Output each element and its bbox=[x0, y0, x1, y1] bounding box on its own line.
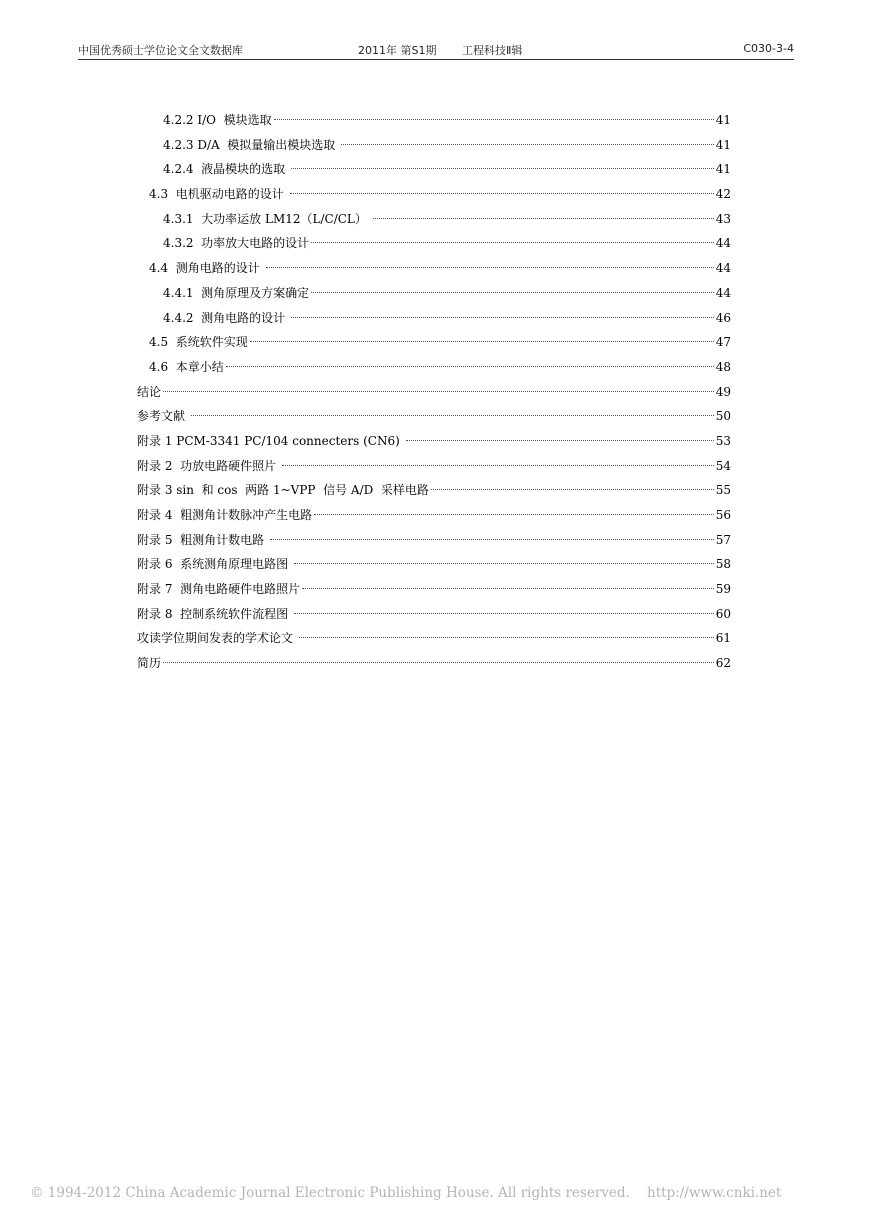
document-code: C030-3-4 bbox=[743, 42, 794, 55]
toc-dot-leader bbox=[302, 588, 714, 589]
toc-entry[interactable] bbox=[137, 258, 731, 283]
toc-entry[interactable] bbox=[137, 579, 731, 604]
toc-entry[interactable] bbox=[137, 456, 731, 481]
toc-dot-leader bbox=[226, 366, 714, 367]
toc-entry-title: 4.4.1 测角原理及方案确定 bbox=[163, 285, 310, 300]
toc-dot-leader bbox=[163, 662, 714, 663]
toc-entry-page-number: 41 bbox=[715, 137, 731, 152]
toc-entry-page-number: 43 bbox=[715, 211, 731, 226]
toc-entry-page-number: 49 bbox=[715, 384, 731, 399]
toc-entry-page-number: 56 bbox=[715, 508, 731, 522]
toc-entry[interactable] bbox=[137, 357, 731, 382]
running-header bbox=[78, 42, 794, 58]
toc-entry-page-number: 44 bbox=[715, 236, 731, 251]
toc-entry-title: 4.3.2 功率放大电路的设计 bbox=[163, 236, 310, 251]
toc-entry-title: 附录 3 sin 和 cos 两路 1~VPP 信号 A/D 采样电路 bbox=[137, 483, 429, 498]
toc-entry-title: 附录 7 测角电路硬件电路照片 bbox=[137, 582, 301, 597]
toc-dot-leader bbox=[314, 514, 714, 515]
toc-entry-title: 附录 5 粗测角计数电路 bbox=[137, 532, 268, 547]
toc-entry-page-number: 41 bbox=[715, 162, 731, 177]
toc-entry-title: 4.5 系统软件实现 bbox=[149, 335, 248, 350]
toc-entry-page-number: 61 bbox=[715, 631, 731, 646]
toc-dot-leader bbox=[250, 341, 714, 342]
toc-dot-leader bbox=[311, 292, 714, 293]
toc-dot-leader bbox=[291, 168, 714, 169]
toc-dot-leader bbox=[163, 391, 714, 392]
toc-entry[interactable] bbox=[137, 233, 731, 258]
toc-entry-title: 简历 bbox=[137, 656, 162, 671]
toc-entry-title: 4.2.4 液晶模块的选取 bbox=[163, 162, 289, 177]
toc-entry-title: 4.4 测角电路的设计 bbox=[149, 261, 264, 276]
toc-entry-title: 4.2.3 D/A 模拟量输出模块选取 bbox=[163, 137, 340, 152]
toc-entry-page-number: 48 bbox=[715, 359, 731, 374]
toc-dot-leader bbox=[431, 489, 714, 490]
toc-dot-leader bbox=[299, 637, 714, 638]
toc-entry-title: 附录 2 功放电路硬件照片 bbox=[137, 458, 280, 473]
toc-entry-page-number: 58 bbox=[715, 557, 731, 572]
toc-entry-page-number: 59 bbox=[715, 582, 731, 597]
database-name: 中国优秀硕士学位论文全文数据库 bbox=[78, 44, 243, 57]
toc-entry-page-number: 42 bbox=[715, 187, 731, 202]
toc-entry[interactable] bbox=[137, 209, 731, 234]
toc-entry-page-number: 54 bbox=[715, 458, 731, 473]
toc-entry-title: 4.2.2 I/O 模块选取 bbox=[163, 113, 272, 127]
toc-entry-page-number: 53 bbox=[715, 433, 731, 448]
header-rule bbox=[78, 59, 794, 60]
toc-dot-leader bbox=[291, 317, 714, 318]
toc-entry[interactable] bbox=[137, 406, 731, 431]
toc-dot-leader bbox=[294, 563, 714, 564]
toc-dot-leader bbox=[311, 242, 714, 243]
toc-dot-leader bbox=[266, 267, 714, 268]
toc-entry-title: 附录 1 PCM-3341 PC/104 connecters (CN6) bbox=[137, 433, 404, 448]
toc-entry[interactable] bbox=[137, 308, 731, 333]
toc-entry[interactable] bbox=[137, 480, 731, 505]
toc-entry-page-number: 44 bbox=[715, 285, 731, 300]
toc-entry[interactable] bbox=[137, 431, 731, 456]
toc-entry-page-number: 41 bbox=[715, 113, 731, 127]
toc-entry-title: 4.4.2 测角电路的设计 bbox=[163, 310, 289, 325]
toc-dot-leader bbox=[341, 144, 714, 145]
toc-entry[interactable] bbox=[137, 505, 731, 530]
toc-entry-title: 4.6 本章小结 bbox=[149, 359, 224, 374]
copyright-footer: © 1994-2012 China Academic Journal Electronic Publishing House. All rights reserved. http://www.cnki.net bbox=[30, 1185, 782, 1201]
toc-entry-page-number: 60 bbox=[715, 606, 731, 621]
toc-dot-leader bbox=[270, 539, 714, 540]
toc-dot-leader bbox=[294, 613, 714, 614]
toc-entry[interactable] bbox=[137, 628, 731, 653]
toc-entry[interactable] bbox=[137, 283, 731, 308]
toc-dot-leader bbox=[191, 415, 714, 416]
toc-entry[interactable] bbox=[137, 382, 731, 407]
toc-entry[interactable] bbox=[137, 159, 731, 184]
toc-dot-leader bbox=[406, 440, 714, 441]
toc-entry-page-number: 47 bbox=[715, 335, 731, 350]
toc-entry[interactable] bbox=[137, 653, 731, 678]
table-of-contents bbox=[137, 110, 731, 678]
toc-dot-leader bbox=[282, 465, 714, 466]
toc-entry-title: 4.3.1 大功率运放 LM12（L/C/CL） bbox=[163, 211, 371, 226]
toc-entry-title: 附录 8 控制系统软件流程图 bbox=[137, 606, 292, 621]
toc-entry[interactable] bbox=[137, 135, 731, 160]
toc-entry-page-number: 44 bbox=[715, 261, 731, 276]
issue-label: 2011年 第S1期 bbox=[358, 44, 437, 57]
toc-entry[interactable] bbox=[137, 110, 731, 135]
toc-dot-leader bbox=[373, 218, 714, 219]
toc-entry-title: 附录 4 粗测角计数脉冲产生电路 bbox=[137, 508, 313, 522]
toc-entry[interactable] bbox=[137, 604, 731, 629]
toc-dot-leader bbox=[290, 193, 714, 194]
toc-entry[interactable] bbox=[137, 184, 731, 209]
toc-entry[interactable] bbox=[137, 332, 731, 357]
toc-entry[interactable] bbox=[137, 554, 731, 579]
series-label: 工程科技Ⅱ辑 bbox=[462, 44, 523, 57]
toc-entry-page-number: 50 bbox=[715, 409, 731, 424]
toc-entry[interactable] bbox=[137, 530, 731, 555]
toc-entry-title: 4.3 电机驱动电路的设计 bbox=[149, 187, 288, 202]
toc-entry-page-number: 57 bbox=[715, 532, 731, 547]
toc-entry-title: 结论 bbox=[137, 384, 162, 399]
toc-entry-page-number: 55 bbox=[715, 483, 731, 498]
toc-dot-leader bbox=[274, 119, 714, 120]
toc-entry-title: 附录 6 系统测角原理电路图 bbox=[137, 557, 292, 572]
toc-entry-title: 攻读学位期间发表的学术论文 bbox=[137, 631, 297, 646]
toc-entry-page-number: 46 bbox=[715, 310, 731, 325]
toc-entry-title: 参考文献 bbox=[137, 409, 189, 424]
toc-entry-page-number: 62 bbox=[715, 656, 731, 671]
